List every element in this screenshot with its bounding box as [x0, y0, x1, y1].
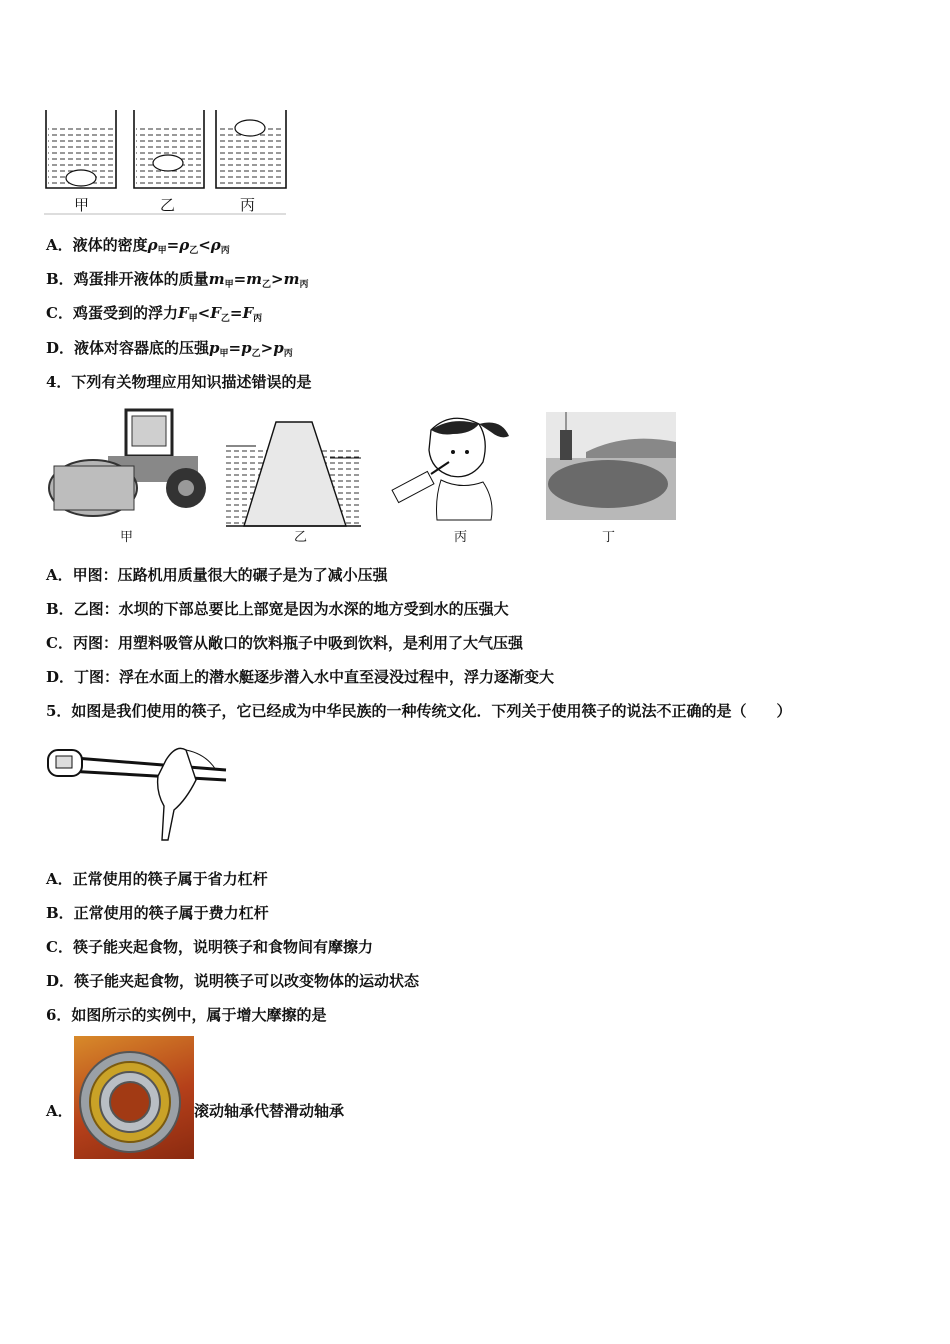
operator: > — [260, 339, 274, 357]
variable: F — [210, 304, 221, 322]
girl-straw-image — [391, 410, 516, 522]
variable: F — [177, 304, 189, 322]
variable: m — [246, 270, 263, 288]
variable: F — [242, 304, 254, 322]
q4-label-jia: 甲 — [120, 530, 134, 545]
subscript: 丙 — [220, 246, 230, 256]
variable: p — [241, 339, 252, 357]
beaker-yi — [134, 110, 204, 188]
operator: < — [198, 236, 211, 254]
operator: = — [228, 339, 242, 357]
q3-option-label: A．液体的密度 — [46, 236, 148, 254]
subscript: 丙 — [283, 349, 293, 359]
subscript: 丙 — [253, 314, 263, 324]
q4-label-bing: 丙 — [454, 530, 468, 545]
q3-option-c — [46, 303, 262, 329]
q4-option-b: B．乙图：水坝的下部总要比上部宽是因为水深的地方受到水的压强大 — [46, 600, 509, 618]
q3-option-label: C．鸡蛋受到的浮力 — [46, 304, 178, 322]
q3-option-label: B．鸡蛋排开液体的质量 — [46, 270, 209, 288]
submarine-image — [546, 412, 676, 520]
beaker-bing — [216, 110, 286, 188]
q5-stem: 5．如图是我们使用的筷子，它已经成为中华民族的一种传统文化．下列关于使用筷子的说法不正确的是（ ） — [46, 702, 792, 720]
q4-stem: 4．下列有关物理应用知识描述错误的是 — [46, 373, 312, 391]
chopsticks-image — [46, 740, 231, 848]
operator: > — [271, 270, 284, 288]
q4-option-c: C．丙图：用塑料吸管从敞口的饮料瓶子中吸到饮料，是利用了大气压强 — [46, 634, 523, 652]
subscript: 甲 — [224, 280, 234, 290]
beaker-label-jia: 甲 — [74, 196, 90, 214]
q4-option-d: D．丁图：浮在水面上的潜水艇逐步潜入水中直至浸没过程中，浮力逐渐变大 — [46, 668, 555, 686]
variable: ρ — [210, 236, 221, 254]
subscript: 丙 — [299, 280, 309, 290]
operator: = — [166, 236, 180, 254]
beaker-jia — [46, 110, 116, 188]
subscript: 甲 — [157, 246, 167, 256]
subscript: 乙 — [262, 280, 272, 290]
subscript: 乙 — [251, 349, 261, 359]
q6-option-a-letter: A． — [46, 1102, 73, 1120]
subscript: 甲 — [219, 349, 229, 359]
bearing-image — [74, 1036, 194, 1159]
variable: ρ — [147, 236, 158, 254]
q6-stem: 6．如图所示的实例中，属于增大摩擦的是 — [46, 1006, 327, 1024]
subscript: 乙 — [220, 314, 230, 324]
q4-label-ding: 丁 — [602, 530, 616, 545]
q3-option-d — [46, 338, 293, 364]
q5-option-b: B．正常使用的筷子属于费力杠杆 — [46, 904, 269, 922]
operator: = — [233, 270, 247, 288]
subscript: 甲 — [188, 314, 198, 324]
variable: ρ — [179, 236, 190, 254]
q3-option-b — [46, 269, 309, 295]
variable: m — [208, 270, 225, 288]
q4-option-a: A．甲图：压路机用质量很大的碾子是为了减小压强 — [46, 566, 388, 584]
road-roller-image — [48, 408, 208, 520]
q4-label-yi: 乙 — [294, 530, 308, 545]
q3-option-label: D．液体对容器底的压强 — [46, 339, 210, 357]
q5-option-a: A．正常使用的筷子属于省力杠杆 — [46, 870, 268, 888]
beaker-label-bing: 丙 — [240, 196, 256, 214]
variable: m — [283, 270, 300, 288]
variable: p — [273, 339, 284, 357]
dam-image — [226, 418, 361, 528]
beaker-figure — [44, 108, 286, 218]
q5-option-d: D．筷子能夹起食物，说明筷子可以改变物体的运动状态 — [46, 972, 420, 990]
operator: < — [197, 304, 211, 322]
operator: = — [229, 304, 243, 322]
beaker-label-yi: 乙 — [160, 196, 176, 214]
variable: p — [209, 339, 220, 357]
subscript: 乙 — [189, 246, 199, 256]
q3-option-a — [46, 235, 230, 261]
q5-option-c: C．筷子能夹起食物，说明筷子和食物间有摩擦力 — [46, 938, 373, 956]
q6-option-a-text: 滚动轴承代替滑动轴承 — [194, 1102, 345, 1120]
q4-figure — [46, 408, 686, 548]
